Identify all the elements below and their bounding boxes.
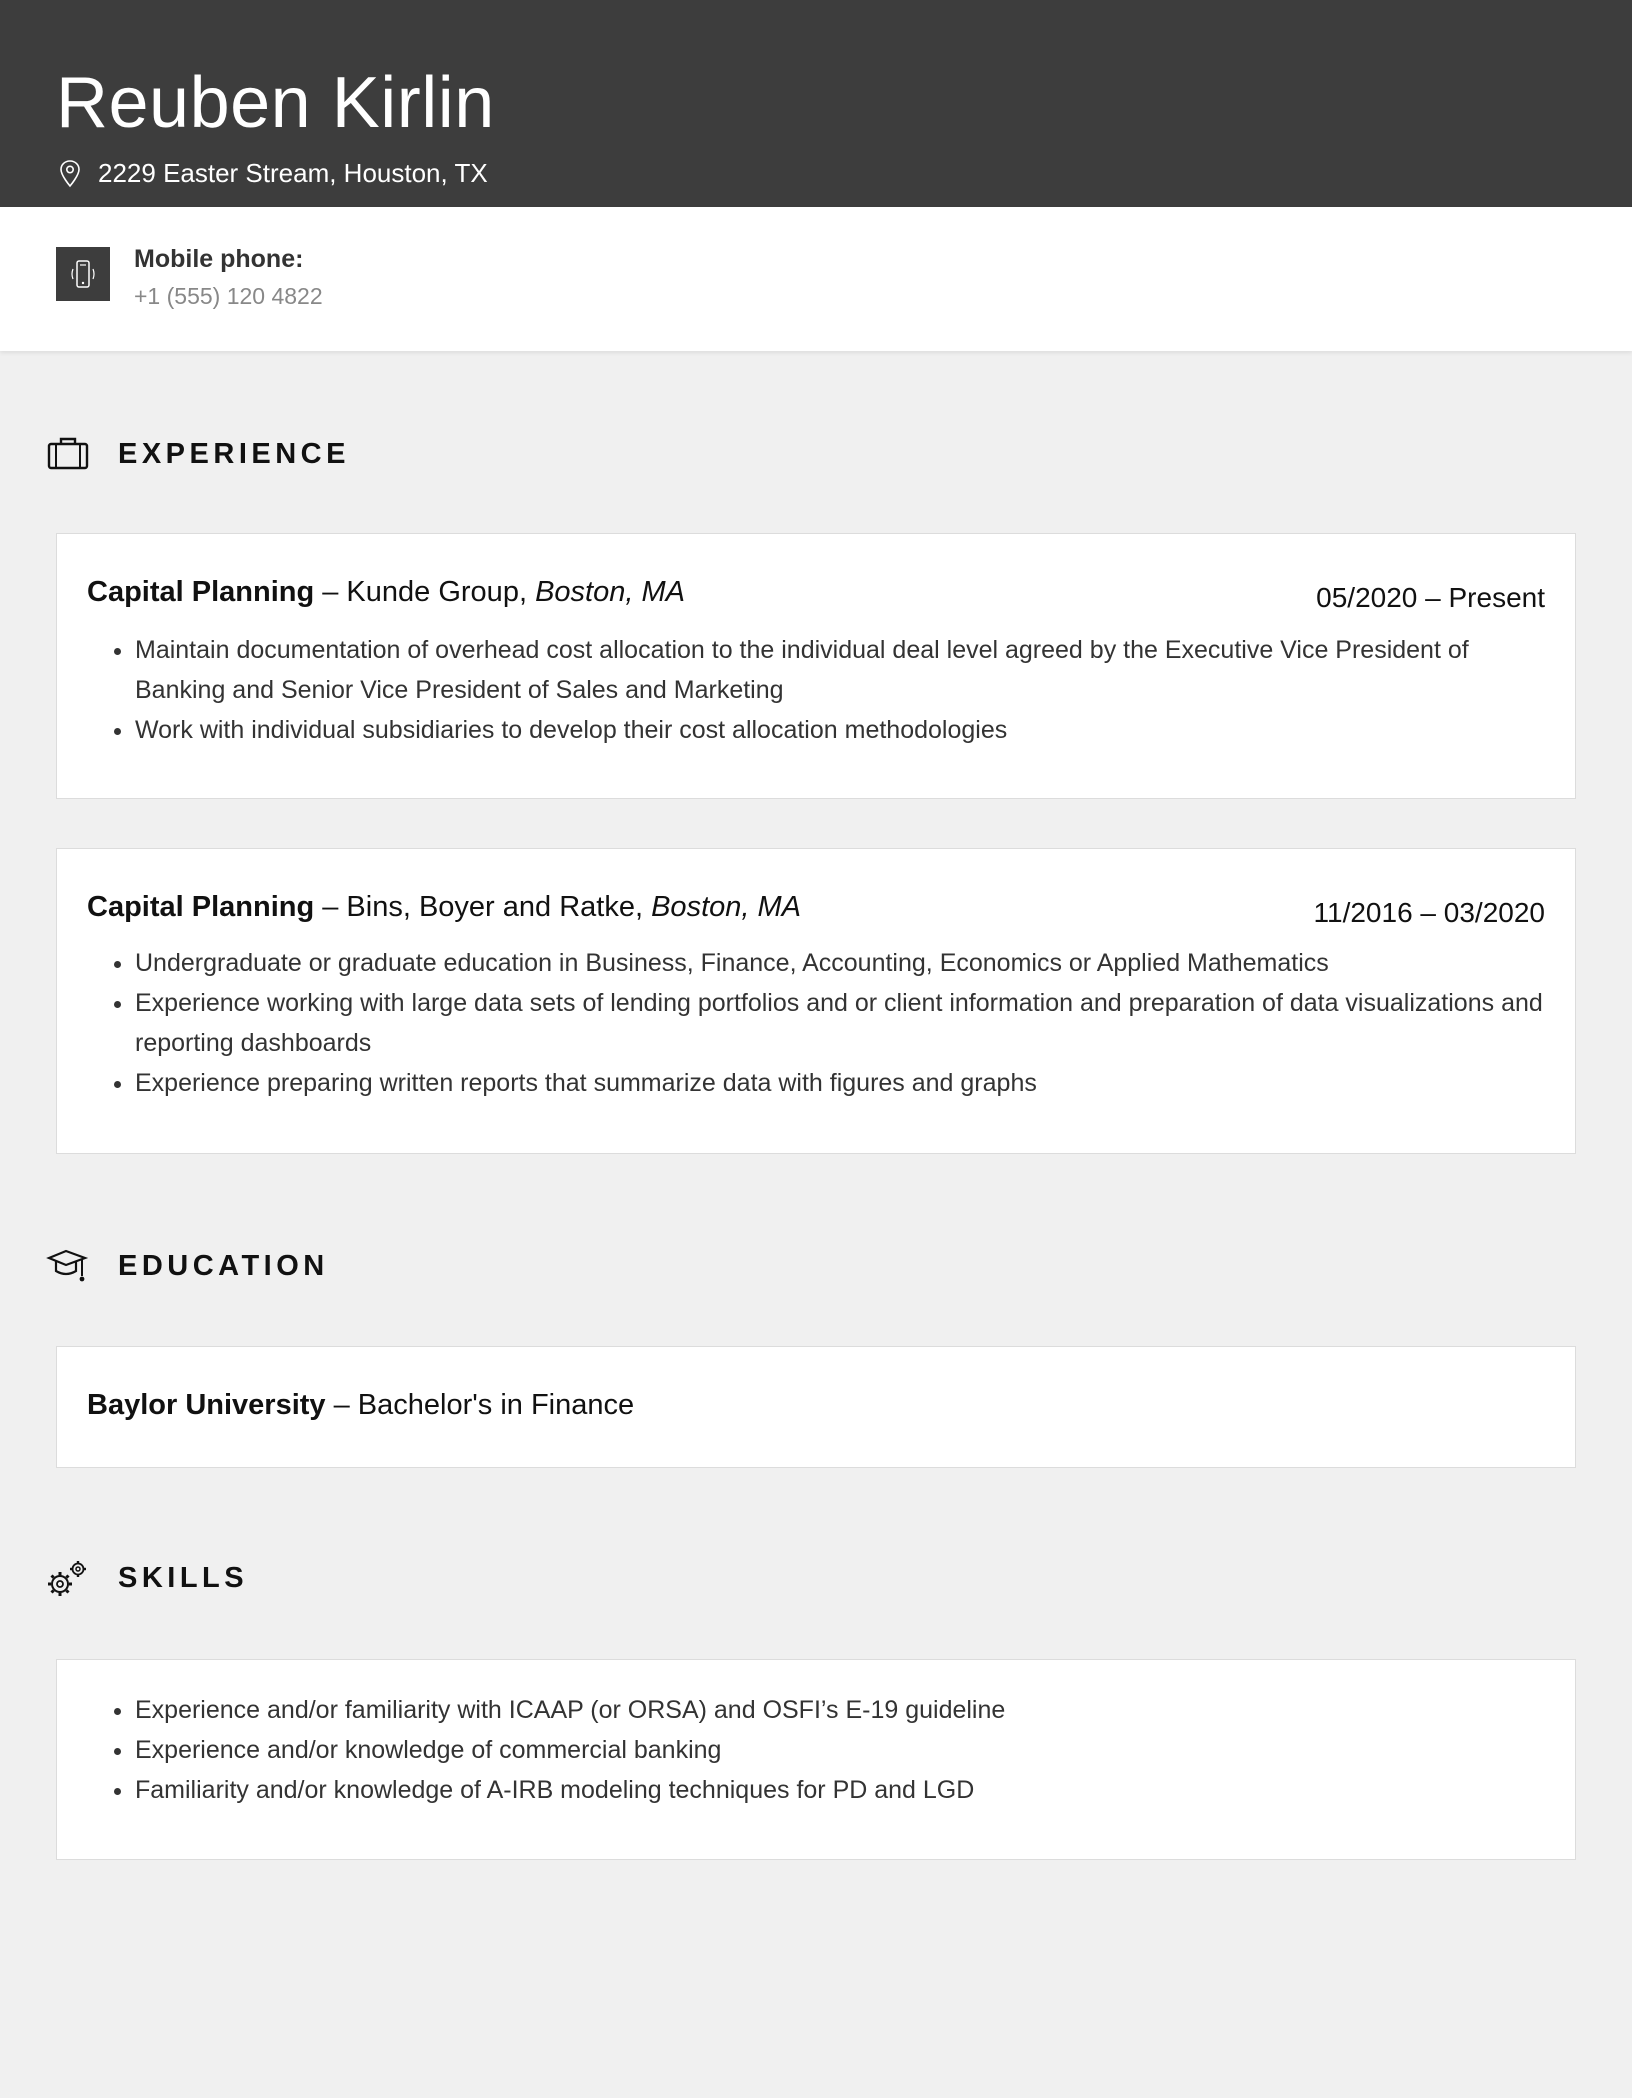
experience-entry-2 [56,848,1576,1154]
job-bullets [135,630,1547,750]
skills-title: SKILLS [118,1561,249,1594]
graduation-cap-icon [46,1246,90,1286]
mobile-phone-icon [56,247,110,301]
job-role: Capital Planning [87,891,315,923]
education-title-line [87,1389,634,1422]
education-title: EDUCATION [118,1249,329,1282]
phone-value: +1 (555) 120 4822 [134,283,323,309]
education-heading [46,1246,329,1286]
job-bullets [135,943,1547,1103]
experience-entry-1 [56,533,1576,799]
briefcase-icon [46,434,90,474]
company-name: – Kunde Group, [314,576,536,608]
gears-icon [46,1558,90,1598]
list-item: • Experience and/or knowledge of commercial banking [135,1730,1547,1770]
list-item: • Work with individual subsidiaries to develop their cost allocation methodologies [135,710,1547,750]
address-line [58,158,488,189]
skills-list [135,1690,1547,1810]
address-text: 2229 Easter Stream, Houston, TX [98,158,488,188]
job-dates: 11/2016 – 03/2020 [1313,897,1545,928]
contact-bar [0,207,1632,351]
candidate-name: Reuben Kirlin [56,63,495,143]
list-item: • Undergraduate or graduate education in Business, Finance, Accounting, Economics or Applied Mathematics [135,943,1547,983]
experience-title: EXPERIENCE [118,437,350,470]
phone-label: Mobile phone: [134,245,304,273]
job-dates: 05/2020 – Present [1316,582,1545,613]
entry-title [87,576,685,609]
list-item: • Experience preparing written reports that summarize data with figures and graphs [135,1063,1547,1103]
list-item: • Familiarity and/or knowledge of A-IRB modeling techniques for PD and LGD [135,1770,1547,1810]
skills-heading [46,1558,248,1598]
job-location: Boston, MA [651,891,801,923]
list-item: • Experience working with large data sets of lending portfolios and or client information and preparation of data visualizations and reporting dashboards [135,983,1547,1063]
skills-card [56,1659,1576,1860]
list-item: • Maintain documentation of overhead cost allocation to the individual deal level agreed by the Executive Vice President of Banking and Senior Vice President of Sales and Marketing [135,630,1547,710]
resume-header [0,0,1632,207]
entry-title [87,891,801,924]
list-item: • Experience and/or familiarity with ICAAP (or ORSA) and OSFI’s E-19 guideline [135,1690,1547,1730]
degree: – Bachelor's in Finance [325,1389,635,1421]
school-name: Baylor University [87,1389,326,1421]
job-location: Boston, MA [535,576,685,608]
company-name: – Bins, Boyer and Ratke, [314,891,652,923]
job-role: Capital Planning [87,576,315,608]
location-pin-icon [58,159,82,189]
experience-heading [46,434,350,474]
education-entry [56,1346,1576,1468]
